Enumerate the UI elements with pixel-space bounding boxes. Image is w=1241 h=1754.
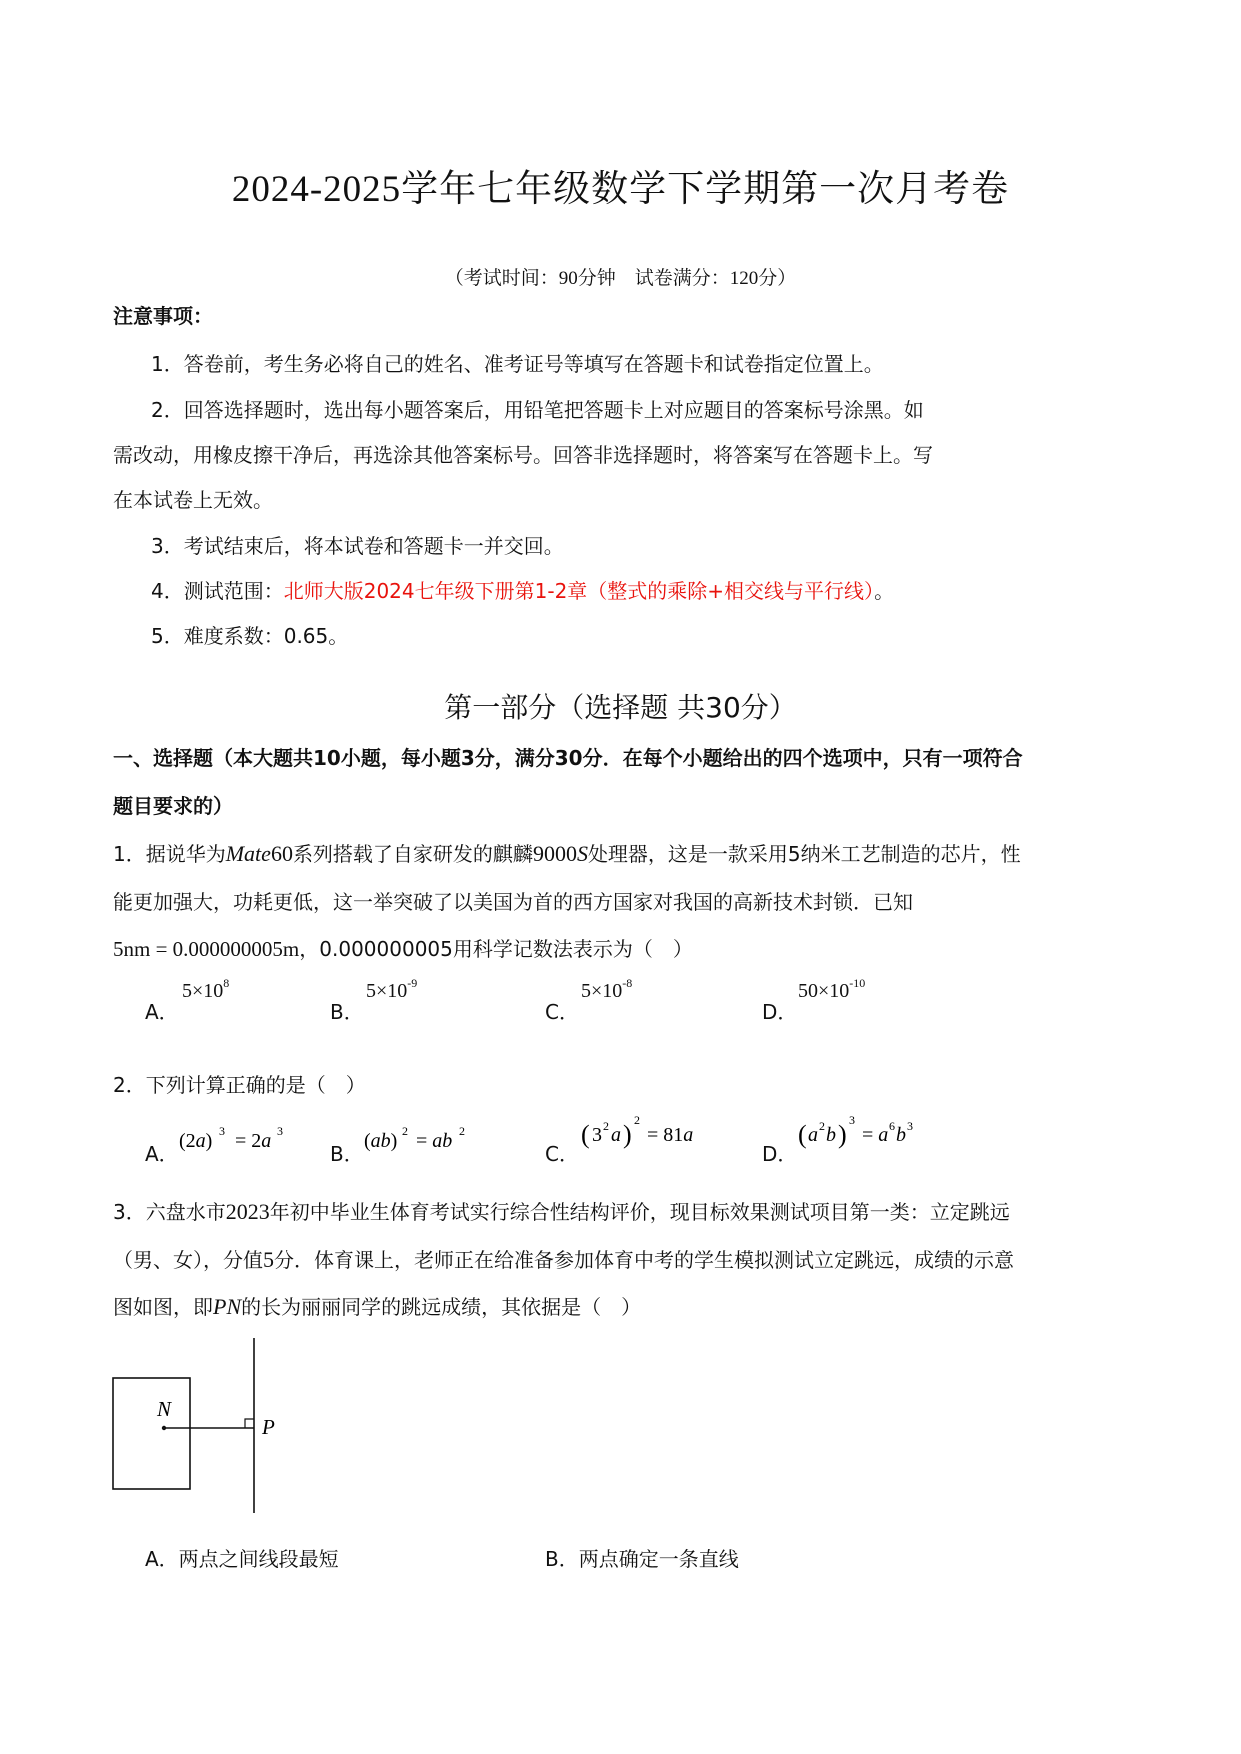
point-n (162, 1426, 166, 1430)
q3-figure (100, 1330, 300, 1520)
q1-math-9000: 9000 (532, 841, 577, 866)
q1-math-s: S (576, 841, 588, 866)
q1-option-c-exp: -8 (622, 976, 633, 990)
q2-option-b-label: B． (330, 1142, 364, 1166)
svg-text:2: 2 (459, 1124, 465, 1138)
q3-text-e: 图如图，即 (113, 1295, 213, 1319)
svg-text:6: 6 (889, 1119, 895, 1133)
notice-item-2: 2．回答选择题时，选出每小题答案后，用铅笔把答题卡上对应题目的答案标号涂黑。如 (151, 398, 924, 422)
svg-text:= a: = a (862, 1124, 889, 1146)
q2-option-a-formula (179, 1120, 319, 1160)
q3-stem-line1 (113, 1198, 1010, 1226)
notice-item-2-cont: 需改动，用橡皮擦干净后，再选涂其他答案标号。回答非选择题时，将答案写在答题卡上。写 (113, 443, 933, 467)
svg-text:3: 3 (592, 1124, 602, 1146)
svg-text:= 2a: = 2a (235, 1130, 272, 1152)
svg-text:2: 2 (603, 1119, 609, 1133)
q1-given-math: 5nm = 0.000000005m (113, 937, 300, 961)
right-angle-mark (245, 1419, 254, 1428)
svg-text:a: a (808, 1124, 818, 1146)
svg-text:(: ( (798, 1120, 807, 1149)
q3-text-c: （男、女），分值 (113, 1248, 263, 1272)
exam-meta: （考试时间：90分钟 试卷满分：120分） (444, 268, 797, 289)
q2-stem: 2．下列计算正确的是（ ） (113, 1073, 366, 1097)
q2-option-a-label: A． (145, 1142, 179, 1166)
q3-segment-pn: PN (213, 1294, 242, 1319)
q1-option-a-value (182, 976, 230, 1003)
svg-text:= ab: = ab (416, 1130, 453, 1152)
q1-option-d-label: D． (762, 1000, 798, 1024)
q1-text-b: 系列搭载了自家研发的麒麟 (292, 842, 533, 866)
svg-text:3: 3 (849, 1113, 855, 1127)
q3-stem-line2 (113, 1246, 1014, 1274)
svg-text:b: b (826, 1124, 836, 1146)
svg-text:(ab): (ab) (364, 1130, 398, 1152)
q3-text-b: 年初中毕业生体育考试实行综合性结构评价，现目标效果测试项目第一类：立定跳远 (269, 1200, 1010, 1224)
svg-text:(2a): (2a) (179, 1130, 213, 1152)
q1-option-a-base: 5×10 (182, 980, 224, 1002)
label-n: N (157, 1397, 172, 1421)
notice-item-4 (151, 577, 894, 605)
q3-score: 5 (263, 1247, 274, 1272)
svg-text:): ) (623, 1120, 632, 1149)
q2-option-b-formula (364, 1120, 504, 1160)
q1-text-a: 1．据说华为 (113, 842, 226, 866)
q3-text-d: 分．体育课上，老师正在给准备参加体育中考的学生模拟测试立定跳远，成绩的示意 (274, 1248, 1014, 1272)
q1-option-c-value (581, 976, 633, 1003)
svg-text:3: 3 (219, 1124, 225, 1138)
q1-stem-line3 (113, 935, 693, 963)
q1-question-text: ，0.000000005用科学记数法表示为（ ） (299, 937, 693, 961)
part1-title: 第一部分（选择题 共30分） (444, 691, 797, 724)
svg-text:2: 2 (402, 1124, 408, 1138)
svg-text:3: 3 (277, 1124, 283, 1138)
notice-item-5: 5．难度系数：0.65。 (151, 624, 349, 648)
q3-year: 2023 (225, 1199, 270, 1224)
q1-stem-line2: 能更加强大，功耗更低，这一举突破了以美国为首的西方国家对我国的高新技术封锁．已知 (113, 890, 913, 914)
q3-text-a: 3．六盘水市 (113, 1200, 226, 1224)
svg-text:2: 2 (634, 1113, 640, 1127)
q3-option-a[interactable]: A．两点之间线段最短 (145, 1547, 339, 1571)
q1-text-c: 处理器，这是一款采用5纳米工艺制造的芯片，性 (587, 842, 1021, 866)
q2-option-c-label: C． (545, 1142, 579, 1166)
notice-item-4-prefix: 4．测试范围： (151, 579, 284, 603)
q2-option-d-label: D． (762, 1142, 798, 1166)
svg-text:a: a (611, 1124, 621, 1146)
q1-option-b-label: B． (330, 1000, 364, 1024)
part1-instructions: 一、选择题（本大题共10小题，每小题3分，满分30分．在每个小题给出的四个选项中，只有一项符合 (113, 746, 1023, 770)
q1-option-d-base: 50×10 (798, 980, 850, 1002)
notice-item-3: 3．考试结束后，将本试卷和答题卡一并交回。 (151, 534, 564, 558)
q1-option-c-label: C． (545, 1000, 579, 1024)
label-p: P (262, 1415, 275, 1439)
q3-option-b[interactable]: B．两点确定一条直线 (545, 1547, 739, 1571)
svg-text:(: ( (581, 1120, 590, 1149)
svg-text:3: 3 (907, 1119, 913, 1133)
notice-heading: 注意事项： (113, 304, 213, 328)
notice-item-4-suffix: 。 (874, 579, 895, 603)
q1-option-d-exp: -10 (849, 976, 866, 990)
q1-math-60: 60 (270, 841, 293, 866)
q1-option-c-base: 5×10 (581, 980, 623, 1002)
q2-option-c-formula (581, 1108, 731, 1160)
q1-option-b-value (366, 976, 418, 1003)
svg-text:= 81a: = 81a (647, 1124, 694, 1146)
q1-option-a-label: A． (145, 1000, 179, 1024)
q3-stem-line3 (113, 1293, 641, 1321)
q1-option-b-exp: -9 (407, 976, 418, 990)
test-scope: 北师大版2024七年级下册第1-2章（整式的乘除+相交线与平行线） (283, 579, 875, 603)
notice-item-1: 1．答卷前，考生务必将自己的姓名、准考证号等填写在答题卡和试卷指定位置上。 (151, 352, 884, 376)
svg-text:b: b (896, 1124, 906, 1146)
q1-stem-line1 (113, 840, 1021, 868)
exam-title: 2024-2025学年七年级数学下学期第一次月考卷 (231, 169, 1010, 210)
q1-math-mate: Mate (225, 841, 271, 866)
q2-option-d-formula (798, 1108, 948, 1160)
sand-pit-rect (113, 1378, 190, 1489)
part1-instructions-cont: 题目要求的） (113, 794, 233, 818)
notice-item-2-cont2: 在本试卷上无效。 (113, 488, 273, 512)
q1-option-b-base: 5×10 (366, 980, 408, 1002)
svg-text:2: 2 (819, 1119, 825, 1133)
svg-text:): ) (838, 1120, 847, 1149)
q3-text-f: 的长为丽丽同学的跳远成绩，其依据是（ ） (241, 1295, 642, 1319)
q1-option-a-exp: 8 (223, 976, 230, 990)
q1-option-d-value (798, 976, 866, 1003)
